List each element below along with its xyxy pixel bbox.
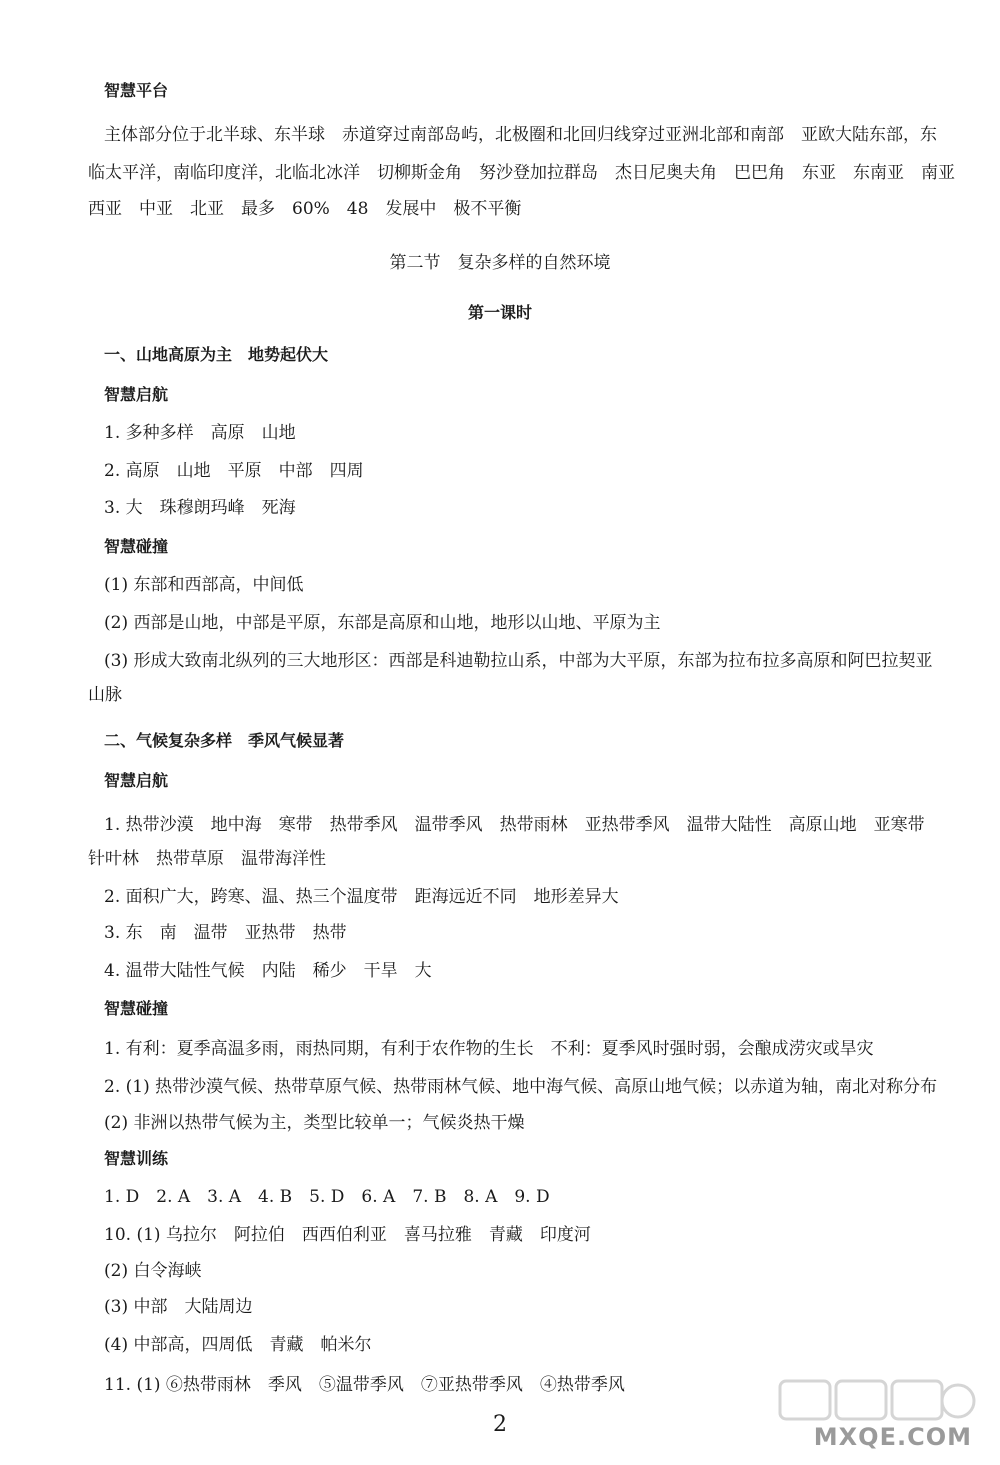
heading-zhihui-pengzhuang: 智慧碰撞 bbox=[104, 537, 169, 556]
lesson-title: 第一课时 bbox=[467, 303, 532, 322]
text-line: 3. 大 珠穆朗玛峰 死海 bbox=[104, 498, 296, 518]
text-line: 1. 有利：夏季高温多雨，雨热同期，有利于农作物的生长 不利：夏季风时强时弱，会酿成涝灾或旱灾 bbox=[104, 1039, 874, 1059]
heading-zhihui-pengzhuang: 智慧碰撞 bbox=[104, 999, 169, 1018]
text-line: 2. 高原 山地 平原 中部 四周 bbox=[104, 461, 364, 481]
text-line: (1) 东部和西部高，中间低 bbox=[104, 575, 304, 595]
answer-key-line: 1. D 2. A 3. A 4. B 5. D 6. A 7. B 8. A 9. D bbox=[104, 1187, 550, 1207]
text-line: 山脉 bbox=[88, 685, 122, 705]
heading-zhihui-xunlian: 智慧训练 bbox=[104, 1149, 169, 1168]
text-line: 2. 面积广大，跨寒、温、热三个温度带 距海远近不同 地形差异大 bbox=[104, 887, 619, 907]
text-line: 3. 东 南 温带 亚热带 热带 bbox=[104, 923, 347, 943]
page-number: 2 bbox=[493, 1412, 507, 1437]
watermark-text: MXQE.COM bbox=[813, 1423, 972, 1451]
text-line: (2) 非洲以热带气候为主，类型比较单一；气候炎热干燥 bbox=[104, 1113, 525, 1133]
text-line: 2. (1) 热带沙漠气候、热带草原气候、热带雨林气候、地中海气候、高原山地气候；以赤道为轴，南北对称分布 bbox=[104, 1077, 938, 1097]
text-line: 1. 多种多样 高原 山地 bbox=[104, 423, 296, 443]
heading-zhihui-qihang: 智慧启航 bbox=[104, 385, 169, 404]
text-line: (2) 白令海峡 bbox=[104, 1261, 202, 1281]
text-line: 主体部分位于北半球、东半球 赤道穿过南部岛屿，北极圈和北回归线穿过亚洲北部和南部 亚欧大陆东部，东 bbox=[104, 125, 937, 145]
heading-zhihui-qihang: 智慧启航 bbox=[104, 771, 169, 790]
text-line: (4) 中部高，四周低 青藏 帕米尔 bbox=[104, 1335, 372, 1355]
heading-zhihui-pingtai: 智慧平台 bbox=[104, 81, 169, 100]
text-line: 临太平洋，南临印度洋，北临北冰洋 切柳斯金角 努沙登加拉群岛 杰日尼奥夫角 巴巴角 东亚 东南亚 南亚 bbox=[88, 163, 955, 183]
text-line: 10. (1) 乌拉尔 阿拉伯 西西伯利亚 喜马拉雅 青藏 印度河 bbox=[104, 1225, 591, 1245]
text-line: (3) 形成大致南北纵列的三大地形区：西部是科迪勒拉山系，中部为大平原，东部为拉布拉多高原和阿巴拉契亚 bbox=[104, 651, 933, 671]
text-line: (3) 中部 大陆周边 bbox=[104, 1297, 253, 1317]
subsection-heading: 二、气候复杂多样 季风气候显著 bbox=[104, 731, 345, 750]
subsection-heading: 一、山地高原为主 地势起伏大 bbox=[104, 345, 329, 364]
text-line: 西亚 中亚 北亚 最多 60% 48 发展中 极不平衡 bbox=[88, 199, 522, 219]
section-title: 第二节 复杂多样的自然环境 bbox=[389, 253, 611, 273]
text-line: (2) 西部是山地，中部是平原，东部是高原和山地，地形以山地、平原为主 bbox=[104, 613, 661, 633]
text-line: 4. 温带大陆性气候 内陆 稀少 干旱 大 bbox=[104, 961, 432, 981]
text-line: 1. 热带沙漠 地中海 寒带 热带季风 温带季风 热带雨林 亚热带季风 温带大陆性 高原山地 亚寒带 bbox=[104, 815, 925, 835]
text-line: 11. (1) ⑥热带雨林 季风 ⑤温带季风 ⑦亚热带季风 ④热带季风 bbox=[104, 1375, 625, 1395]
text-line: 针叶林 热带草原 温带海洋性 bbox=[88, 849, 326, 869]
